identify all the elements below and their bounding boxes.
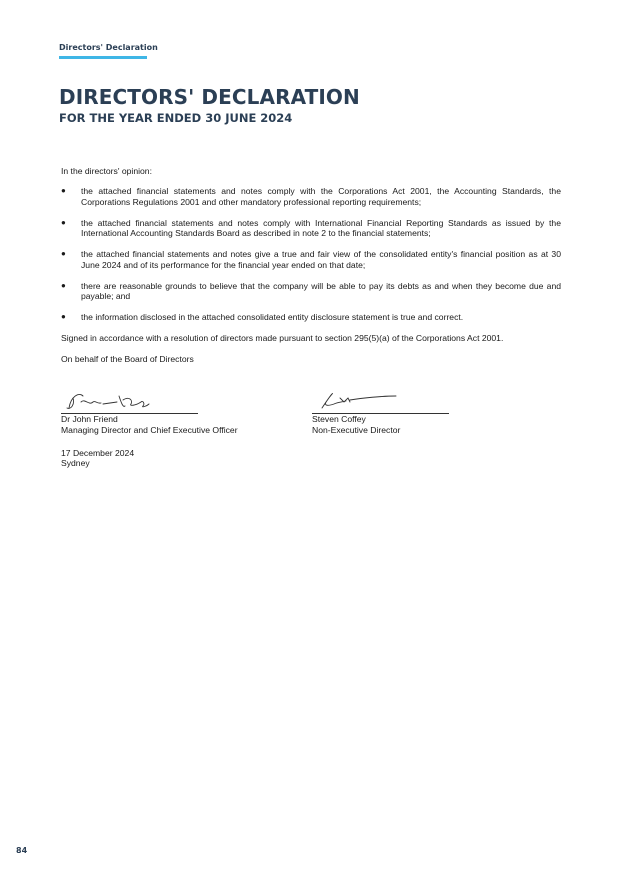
list-item [61,312,561,323]
bullet-icon: ● [61,186,66,195]
signature-image [312,388,452,412]
signing-date: 17 December 2024 [61,448,135,458]
bullet-icon: ● [61,249,66,258]
bullet-icon: ● [61,217,66,227]
list-item-text: the attached financial statements and notes comply with the Corporations Act 2001, the Accounting Standards, the Corporations Regulations 2001 and other mandatory professional reporting requirements; [81,186,561,207]
signatory-name: Steven Coffey [312,414,366,424]
list-item [61,218,561,239]
list-item [61,281,561,302]
bullet-icon: ● [61,280,66,290]
signatory-name: Dr John Friend [61,414,118,424]
page-number: 84 [16,846,28,855]
signatory-role: Managing Director and Chief Executive Officer [61,424,238,435]
page-title: DIRECTORS' DECLARATION [59,85,360,109]
page-subtitle: FOR THE YEAR ENDED 30 JUNE 2024 [59,111,293,125]
bullet-icon: ● [61,312,66,321]
intro-text: In the directors' opinion: [61,166,152,176]
signatory-role: Non-Executive Director [312,424,401,435]
list-item-text: the information disclosed in the attached consolidated entity disclosure statement is true and correct. [81,312,464,322]
list-item [61,249,561,270]
signing-place: Sydney [61,458,90,468]
list-item-text: there are reasonable grounds to believe that the company will be able to pay its debts as and when they become due and payable; and [81,280,561,301]
signed-statement: Signed in accordance with a resolution of directors made pursuant to section 295(5)(a) of the Corporations Act 2001. [61,333,504,343]
signature-block-left [61,388,261,435]
list-item-text: the attached financial statements and notes comply with International Financial Reporting Standards as issued by the International Accounting Standards Board as described in note 2 to the financial statements; [81,217,561,238]
section-tab: Directors' Declaration [59,43,147,59]
signature-block-right [312,388,512,435]
list-item-text: the attached financial statements and notes give a true and fair view of the consolidated entity's financial position as at 30 June 2024 and of its performance for the financial year ended on that date; [81,249,561,270]
signature-image [61,388,201,412]
on-behalf-text: On behalf of the Board of Directors [61,354,194,364]
opinion-list [61,186,561,333]
list-item [61,186,561,207]
